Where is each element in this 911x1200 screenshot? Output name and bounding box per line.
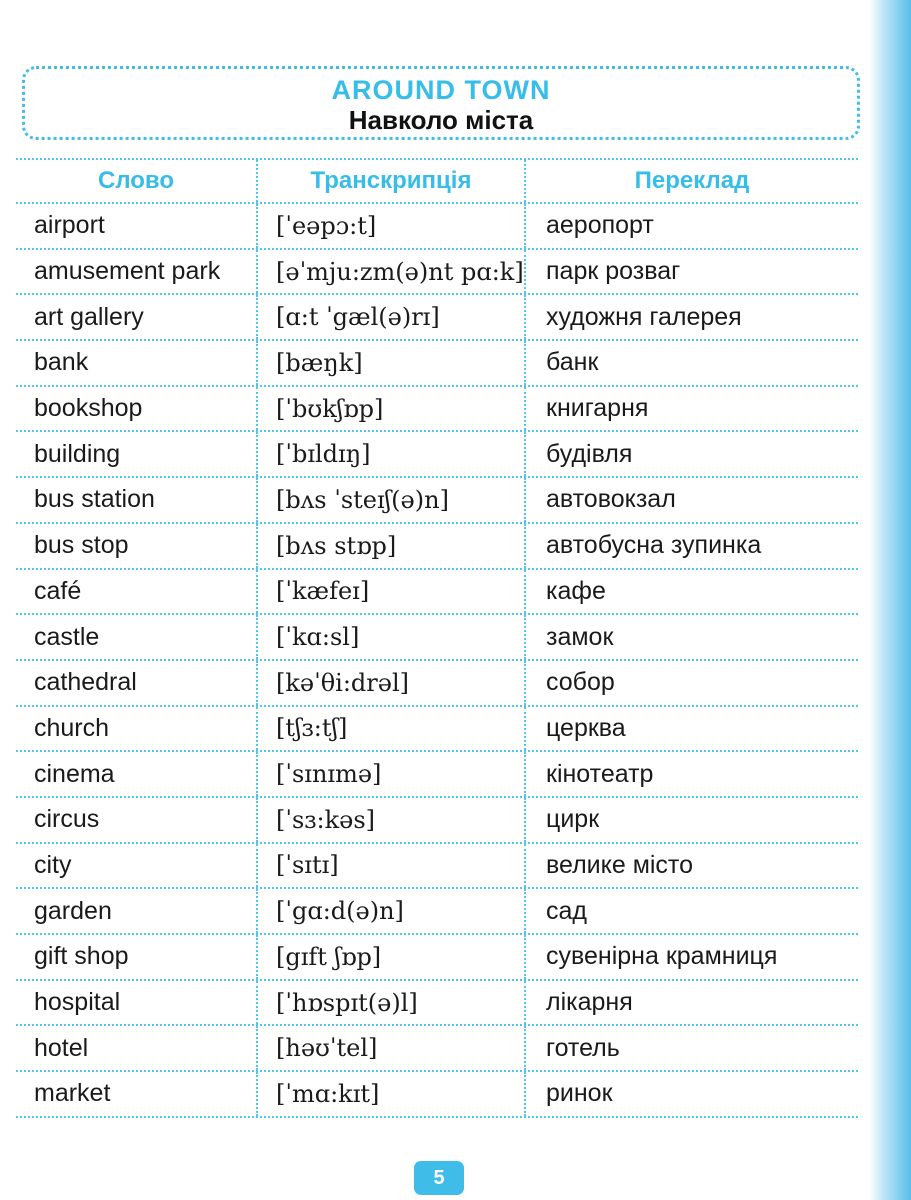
transcription-cell: [gɪft ʃɒp] bbox=[256, 935, 526, 979]
word-cell: airport bbox=[34, 211, 105, 240]
translation-cell: велике місто bbox=[546, 850, 694, 879]
word-cell: hotel bbox=[34, 1033, 89, 1062]
header-transcription: Транскрипція bbox=[256, 160, 526, 202]
word-cell: bus station bbox=[34, 485, 155, 514]
word-cell: cathedral bbox=[34, 668, 137, 697]
translation-cell: церква bbox=[546, 713, 626, 742]
table-row bbox=[16, 844, 858, 890]
title-ukrainian: Навколо міста bbox=[348, 105, 534, 135]
word-cell: bookshop bbox=[34, 394, 143, 423]
translation-cell: готель bbox=[546, 1033, 620, 1062]
transcription-cell: [ˈkɑ:sl] bbox=[256, 615, 526, 659]
translation-cell: ринок bbox=[546, 1079, 613, 1108]
header-translation: Переклад bbox=[634, 167, 750, 194]
translation-cell: аеропорт bbox=[546, 211, 654, 240]
transcription-cell: [bæŋk] bbox=[256, 341, 526, 385]
transcription-cell: [tʃɜ:tʃ] bbox=[256, 707, 526, 751]
transcription-cell: [əˈmju:zm(ə)nt pɑ:k] bbox=[256, 250, 526, 294]
table-row bbox=[16, 615, 858, 661]
transcription-cell: [bʌs ˈsteɪʃ(ə)n] bbox=[256, 478, 526, 522]
transcription-cell: [ˈsɪnɪmə] bbox=[256, 752, 526, 796]
word-cell: circus bbox=[34, 805, 100, 834]
translation-cell: банк bbox=[546, 348, 599, 377]
page-number: 5 bbox=[414, 1161, 464, 1195]
table-row bbox=[16, 295, 858, 341]
table-row bbox=[16, 935, 858, 981]
table-row bbox=[16, 798, 858, 844]
table-row bbox=[16, 889, 858, 935]
transcription-cell: [ɑ:t ˈgæl(ə)rɪ] bbox=[256, 295, 526, 339]
transcription-cell: [həʊˈtel] bbox=[256, 1026, 526, 1070]
transcription-cell: [ˈgɑ:d(ə)n] bbox=[256, 889, 526, 933]
table-header-row bbox=[16, 158, 858, 204]
translation-cell: кафе bbox=[546, 576, 606, 605]
table-row bbox=[16, 707, 858, 753]
table-row bbox=[16, 524, 858, 570]
word-cell: gift shop bbox=[34, 942, 129, 971]
table-row bbox=[16, 341, 858, 387]
word-cell: garden bbox=[34, 896, 112, 925]
table-row bbox=[16, 432, 858, 478]
translation-cell: лікарня bbox=[546, 988, 633, 1017]
transcription-cell: [ˈkæfeɪ] bbox=[256, 570, 526, 614]
transcription-cell: [ˈsɪtɪ] bbox=[256, 844, 526, 888]
translation-cell: кінотеатр bbox=[546, 759, 654, 788]
transcription-cell: [kəˈθi:drəl] bbox=[256, 661, 526, 705]
word-cell: hospital bbox=[34, 988, 121, 1017]
transcription-cell: [ˈbɪldɪŋ] bbox=[256, 432, 526, 476]
word-cell: amusement park bbox=[34, 257, 221, 286]
translation-cell: художня галерея bbox=[546, 302, 742, 331]
word-cell: castle bbox=[34, 622, 100, 651]
translation-cell: замок bbox=[546, 622, 614, 651]
page-edge-decoration bbox=[869, 0, 911, 1200]
word-cell: bus stop bbox=[34, 531, 129, 560]
table-row bbox=[16, 661, 858, 707]
translation-cell: сувенірна крамниця bbox=[546, 942, 778, 971]
word-cell: church bbox=[34, 713, 110, 742]
transcription-cell: [ˈsɜ:kəs] bbox=[256, 798, 526, 842]
translation-cell: собор bbox=[546, 668, 615, 697]
word-cell: café bbox=[34, 576, 82, 605]
word-cell: art gallery bbox=[34, 302, 144, 331]
table-row bbox=[16, 1026, 858, 1072]
table-row bbox=[16, 981, 858, 1027]
translation-cell: автобусна зупинка bbox=[546, 531, 762, 560]
table-row bbox=[16, 250, 858, 296]
word-cell: building bbox=[34, 439, 121, 468]
table-row bbox=[16, 570, 858, 616]
transcription-cell: [ˈhɒspɪt(ə)l] bbox=[256, 981, 526, 1025]
table-row bbox=[16, 204, 858, 250]
translation-cell: автовокзал bbox=[546, 485, 676, 514]
title-box bbox=[22, 66, 860, 140]
word-cell: cinema bbox=[34, 759, 115, 788]
word-cell: bank bbox=[34, 348, 89, 377]
table-row bbox=[16, 478, 858, 524]
word-cell: market bbox=[34, 1079, 111, 1108]
translation-cell: книгарня bbox=[546, 394, 649, 423]
transcription-cell: [bʌs stɒp] bbox=[256, 524, 526, 568]
transcription-cell: [ˈeəpɔ:t] bbox=[256, 204, 526, 248]
translation-cell: парк розваг bbox=[546, 257, 681, 286]
translation-cell: цирк bbox=[546, 805, 600, 834]
vocabulary-table bbox=[16, 158, 858, 1118]
word-cell: city bbox=[34, 850, 72, 879]
translation-cell: будівля bbox=[546, 439, 633, 468]
table-row bbox=[16, 387, 858, 433]
title-english: AROUND TOWN bbox=[331, 75, 551, 105]
translation-cell: сад bbox=[546, 896, 587, 925]
transcription-cell: [ˈbʊkʃɒp] bbox=[256, 387, 526, 431]
transcription-cell: [ˈmɑ:kɪt] bbox=[256, 1072, 526, 1116]
table-row bbox=[16, 752, 858, 798]
table-row bbox=[16, 1072, 858, 1118]
header-word: Слово bbox=[97, 167, 175, 194]
